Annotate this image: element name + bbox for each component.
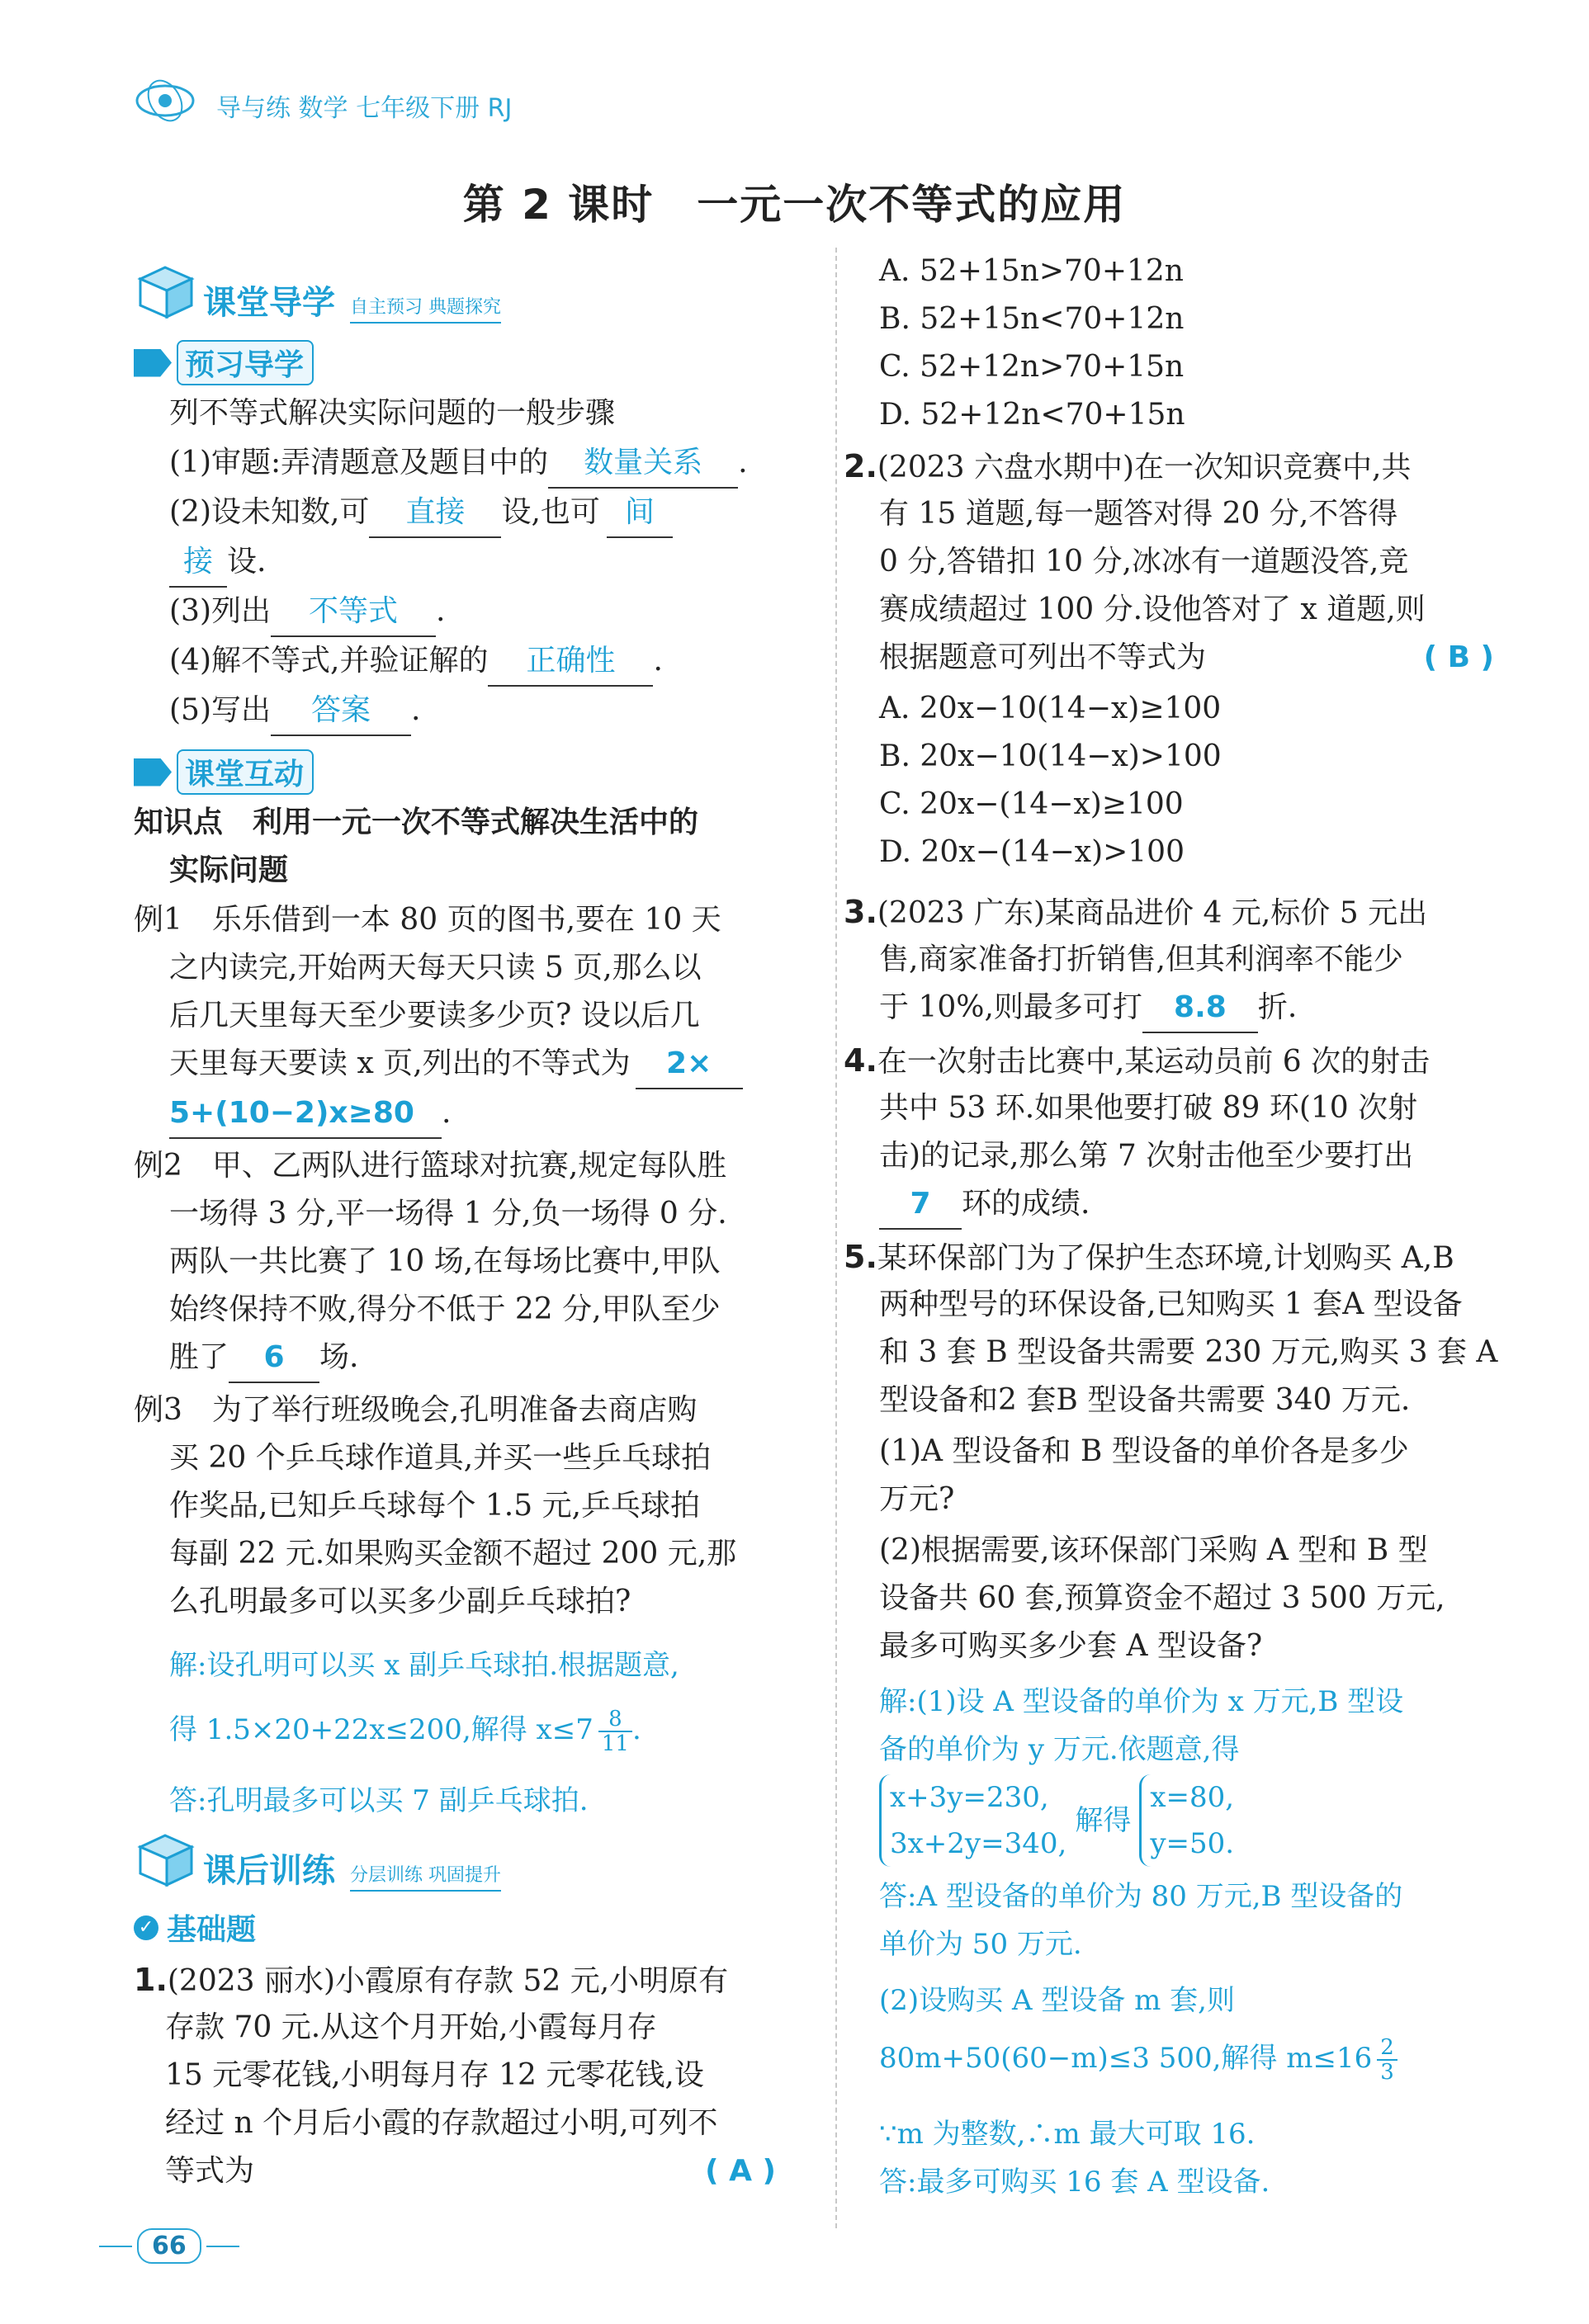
- question-4-answer: 7: [879, 1180, 962, 1230]
- step-1-answer: 数量关系: [548, 439, 738, 489]
- q5-solution-3: 答:A 型设备的单价为 80 万元,B 型设备的: [879, 1880, 1403, 1913]
- steps-intro: 列不等式解决实际问题的一般步骤: [169, 396, 616, 430]
- q5-solution-5: (2)设购买 A 型设备 m 套,则: [879, 1984, 1235, 2017]
- question-5-l1: 5.某环保部门为了保护生态环境,计划购买 A,B: [844, 1239, 1454, 1275]
- example-2-answer: 6: [229, 1334, 319, 1383]
- step-2-answer-2b: 接: [169, 538, 227, 588]
- section-classroom-guide: [132, 262, 501, 324]
- brace-right: x=80, y=50.: [1139, 1774, 1234, 1867]
- question-2-l4: 赛成绩超过 100 分.设他答对了 x 道题,则: [879, 593, 1426, 626]
- example-3-l4: 每副 22 元.如果购买金额不超过 200 元,那: [169, 1537, 737, 1571]
- footer-rule: [99, 2246, 132, 2247]
- question-5-part2-a: (2)根据需要,该环保部门采购 A 型和 B 型: [879, 1533, 1428, 1567]
- question-1-l4: 经过 n 个月后小霞的存款超过小明,可列不: [165, 2106, 718, 2140]
- section-title: 课堂导学: [203, 284, 335, 322]
- header-series: 导与练 数学 七年级下册 RJ: [216, 94, 513, 123]
- question-5-part2-c: 最多可购买多少套 A 型设备?: [879, 1629, 1263, 1663]
- brace-left: x+3y=230, 3x+2y=340,: [879, 1774, 1066, 1867]
- question-1-answer: ( A ): [705, 2154, 776, 2188]
- question-2-answer: ( B ): [1423, 640, 1494, 674]
- step-5: (5)写出 答案 .: [169, 687, 420, 736]
- example-2-l5: 胜了 6 场.: [169, 1334, 358, 1383]
- q2-option-b: B. 20x−10(14−x)>100: [879, 739, 1222, 773]
- example-1-l2: 之内读完,开始两天每天只读 5 页,那么以: [169, 951, 702, 985]
- step-2-answer-2a: 间: [607, 489, 673, 538]
- example-3-l2: 买 20 个乒乓球作道具,并买一些乒乓球拍: [169, 1441, 712, 1475]
- example-3-l5: 么孔明最多可以买多少副乒乓球拍?: [169, 1585, 631, 1618]
- question-3-answer: 8.8: [1142, 984, 1258, 1033]
- q5-solution-6: 80m+50(60−m)≤3 500,解得 m≤16 $\frac{2}{3}$: [879, 2035, 1397, 2084]
- example-3-l1: 例3 为了举行班级晚会,孔明准备去商店购: [134, 1393, 698, 1427]
- section-subtitle: 自主预习 典题探究: [350, 293, 501, 324]
- q1-option-d: D. 52+12n<70+15n: [879, 398, 1185, 432]
- cube-icon: [132, 262, 198, 324]
- section-subtitle: 分层训练 巩固提升: [350, 1861, 501, 1892]
- step-3: (3)列出 不等式 .: [169, 588, 445, 637]
- example-3-solution-3: 答:孔明最多可以买 7 副乒乓球拍.: [169, 1784, 589, 1817]
- example-3-l3: 作奖品,已知乒乓球每个 1.5 元,乒乓球拍: [169, 1489, 701, 1523]
- question-4-l2: 共中 53 环.如果他要打破 89 环(10 次射: [879, 1091, 1418, 1125]
- question-1-l2: 存款 70 元.从这个月开始,小霞每月存: [165, 2010, 657, 2044]
- cube-icon: [132, 1830, 198, 1892]
- q2-option-d: D. 20x−(14−x)>100: [879, 835, 1185, 869]
- question-5-l3: 和 3 套 B 型设备共需要 230 万元,购买 3 套 A: [879, 1335, 1498, 1369]
- example-1-l3: 后几天里每天至少要读多少页? 设以后几: [169, 999, 700, 1032]
- example-2-l1: 例2 甲、乙两队进行篮球对抗赛,规定每队胜: [134, 1149, 727, 1183]
- q5-equation-system: x+3y=230, 3x+2y=340, 解得 x=80, y=50.: [879, 1774, 1234, 1867]
- step-4-answer: 正确性: [488, 637, 653, 687]
- basic-title: 基础题: [167, 1913, 257, 1947]
- footer-page: [99, 2228, 239, 2264]
- example-1-answer-a: 2×: [636, 1040, 743, 1089]
- example-2-l3: 两队一共比赛了 10 场,在每场比赛中,甲队: [169, 1245, 721, 1278]
- example-2-l2: 一场得 3 分,平一场得 1 分,负一场得 0 分.: [169, 1197, 727, 1230]
- q5-solution-7: ∵m 为整数,∴m 最大可取 16.: [879, 2118, 1256, 2151]
- step-2: (2)设未知数,可 直接 设,也可 间: [169, 489, 673, 538]
- question-4-l1: 4.在一次射击比赛中,某运动员前 6 次的射击: [844, 1042, 1431, 1079]
- fraction: $\frac{8}{11}$: [598, 1708, 632, 1755]
- question-4-l4: 7 环的成绩.: [879, 1180, 1090, 1230]
- question-2-l2: 有 15 道题,每一题答对得 20 分,不答得: [879, 497, 1398, 531]
- section-after-class: [132, 1830, 501, 1892]
- tag-label: 预习导学: [177, 340, 314, 385]
- question-5-part2-b: 设备共 60 套,预算资金不超过 3 500 万元,: [879, 1581, 1445, 1615]
- example-1-answer-b: 5+(10−2)x≥80: [169, 1089, 442, 1139]
- question-3-l1: 3.(2023 广东)某商品进价 4 元,标价 5 元出: [844, 894, 1428, 930]
- question-3-l2: 售,商家准备打折销售,但其利润率不能少: [879, 942, 1403, 976]
- q2-option-c: C. 20x−(14−x)≥100: [879, 787, 1184, 821]
- step-4: (4)解不等式,并验证解的 正确性 .: [169, 637, 663, 687]
- example-1-l5: 5+(10−2)x≥80 .: [169, 1089, 451, 1139]
- question-5-part1-a: (1)A 型设备和 B 型设备的单价各是多少: [879, 1434, 1409, 1468]
- example-3-solution-2: 得 1.5×20+22x≤200,解得 x≤7 $\frac{8}{11}$ .: [169, 1707, 641, 1756]
- tag-preview: [134, 340, 314, 385]
- question-2-l3: 0 分,答错扣 10 分,冰冰有一道题没答,竞: [879, 545, 1409, 579]
- section-title: 课后训练: [203, 1852, 335, 1890]
- question-2-l1: 2.(2023 六盘水期中)在一次知识竞赛中,共: [844, 448, 1412, 484]
- step-2-cont: 接 设.: [169, 538, 266, 588]
- q5-solution-4: 单价为 50 万元.: [879, 1928, 1082, 1961]
- example-1-l4: 天里每天要读 x 页,列出的不等式为 2×: [169, 1040, 743, 1089]
- question-5-l2: 两种型号的环保设备,已知购买 1 套A 型设备: [879, 1287, 1463, 1321]
- page-number: 66: [137, 2228, 201, 2264]
- step-1: (1)审题:弄清题意及题目中的 数量关系 .: [169, 439, 748, 489]
- column-divider: [835, 248, 837, 2228]
- q2-option-a: A. 20x−10(14−x)≥100: [879, 692, 1222, 725]
- example-1-l1: 例1 乐乐借到一本 80 页的图书,要在 10 天: [134, 903, 721, 937]
- knowledge-point-1: 知识点 利用一元一次不等式解决生活中的: [134, 805, 699, 839]
- q5-solution-2: 备的单价为 y 万元.依题意,得: [879, 1733, 1240, 1766]
- fraction: $\frac{2}{3}$: [1377, 2036, 1397, 2084]
- arrow-tag-icon: [134, 758, 172, 786]
- q5-solution-8: 答:最多可购买 16 套 A 型设备.: [879, 2166, 1270, 2199]
- step-5-answer: 答案: [271, 687, 411, 736]
- question-3-l3: 于 10%,则最多可打 8.8 折.: [879, 984, 1297, 1033]
- q1-option-a: A. 52+15n>70+12n: [879, 254, 1184, 288]
- step-2-answer-1: 直接: [369, 489, 501, 538]
- arrow-tag-icon: [134, 349, 172, 377]
- example-2-l4: 始终保持不败,得分不低于 22 分,甲队至少: [169, 1292, 721, 1326]
- q1-option-c: C. 52+12n>70+15n: [879, 350, 1185, 384]
- logo-icon: [132, 76, 198, 122]
- footer-rule: [206, 2246, 239, 2247]
- question-1-l1: 1.(2023 丽水)小霞原有存款 52 元,小明原有: [134, 1962, 729, 1998]
- page-title: 第 2 课时 一元一次不等式的应用: [462, 181, 1127, 229]
- q5-solution-1: 解:(1)设 A 型设备的单价为 x 万元,B 型设: [879, 1685, 1404, 1718]
- tag-interaction: [134, 749, 314, 795]
- example-3-solution-1: 解:设孔明可以买 x 副乒乓球拍.根据题意,: [169, 1649, 679, 1682]
- q1-option-b: B. 52+15n<70+12n: [879, 302, 1185, 336]
- question-1-l5: 等式为 ( A ): [165, 2147, 776, 2195]
- question-5-part1-b: 万元?: [879, 1482, 955, 1516]
- question-1-l3: 15 元零花钱,小明每月存 12 元零花钱,设: [165, 2058, 704, 2092]
- tag-label: 课堂互动: [177, 749, 314, 795]
- step-3-answer: 不等式: [271, 588, 436, 637]
- question-5-l4: 型设备和2 套B 型设备共需要 340 万元.: [879, 1383, 1411, 1417]
- basic-heading: [134, 1906, 256, 1948]
- check-icon: ✓: [134, 1915, 158, 1940]
- question-4-l3: 击)的记录,那么第 7 次射击他至少要打出: [879, 1139, 1414, 1173]
- question-2-l5: 根据题意可列出不等式为 ( B ): [879, 634, 1494, 682]
- knowledge-point-2: 实际问题: [169, 853, 289, 887]
